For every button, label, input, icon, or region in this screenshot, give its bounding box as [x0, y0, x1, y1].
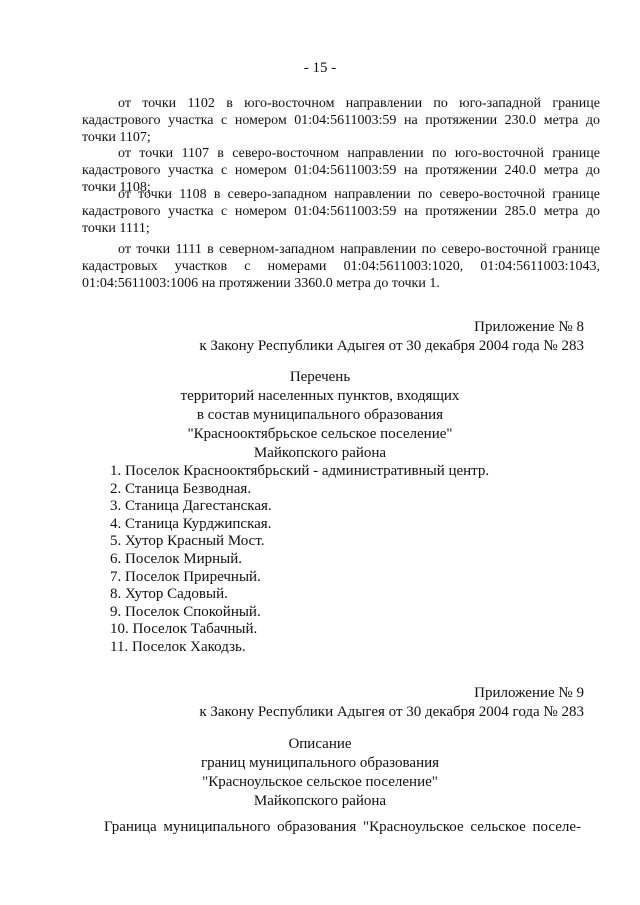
list-item: 2. Станица Безводная. [110, 480, 252, 497]
appendix-label: Приложение № 8 [474, 319, 584, 335]
list-item: 10. Поселок Табачный. [110, 621, 258, 638]
paragraph-text: от точки 1108 в северо-западном направлении по северо-восточной границе кадастрового участка с номером 01:04:5611003:59 на протяжении 285.0 метра до точки 1111; [82, 187, 600, 236]
list-item: 3. Станица Дагестанская. [110, 498, 272, 515]
paragraph-text: от точки 1102 в юго-восточном направлении по юго-западной границе кадастрового участка с номером 01:04:5611003:59 на протяжении 230.0 метра до точки 1107; [82, 96, 600, 145]
subtitle-line: в состав муниципального образования [196, 407, 444, 423]
appendix-heading: Перечень [289, 369, 351, 385]
subtitle-line: территорий населенных пунктов, входящих [180, 388, 460, 404]
appendix-9-header [199, 684, 584, 722]
subtitle-line: Майкопского района [253, 445, 387, 461]
boundary-segment-4 [82, 241, 600, 292]
paragraph-text: от точки 1111 в северном-западном направлении по северо-восточной границе кадастровых участков с номерами 01:04:5611003:1020, 01:04:5611003:1043, 01:04:5611003:1006 на протяжении 3360.0 метра до точки 1. [82, 242, 600, 291]
subtitle-line: "Красноульское сельское поселение" [202, 774, 438, 790]
subtitle-line: границ муниципального образования [200, 755, 440, 771]
subtitle-line: Майкопского района [253, 793, 387, 809]
appendix-8-title-block [40, 368, 600, 463]
appendix-law-reference: к Закону Республики Адыгея от 30 декабря 2004 года № 283 [199, 338, 584, 354]
boundary-segment-3 [82, 186, 600, 237]
list-item: 8. Хутор Садовый. [110, 586, 228, 603]
appendix-9-body-text: Граница муниципального образования "Красноульское сельское поселе- [104, 819, 582, 835]
list-item: 1. Поселок Краснооктябрьский - административный центр. [110, 463, 490, 479]
list-item: 5. Хутор Красный Мост. [110, 533, 265, 550]
list-item: 4. Станица Курджипская. [110, 515, 272, 532]
appendix-law-reference: к Закону Республики Адыгея от 30 декабря 2004 года № 283 [199, 704, 584, 720]
appendix-label: Приложение № 9 [474, 685, 584, 701]
list-item: 7. Поселок Приречный. [110, 568, 261, 585]
paragraph-text: от точки 1107 в северо-восточном направлении по юго-восточной границе кадастрового участка с номером 01:04:5611003:59 на протяжении 240.0 метра до точки 1108; [82, 146, 600, 195]
appendix-8-header [199, 318, 584, 356]
list-item: 11. Поселок Хакодзь. [110, 638, 246, 655]
appendix-9-title-block [40, 735, 600, 811]
list-item: 6. Поселок Мирный. [110, 550, 242, 567]
list-item: 9. Поселок Спокойный. [110, 603, 261, 620]
settlement-list [110, 463, 489, 657]
page-number: - 15 - [303, 60, 337, 76]
appendix-heading: Описание [288, 736, 352, 752]
boundary-segment-1 [82, 95, 600, 146]
subtitle-line: "Краснооктябрьское сельское поселение" [187, 426, 453, 442]
